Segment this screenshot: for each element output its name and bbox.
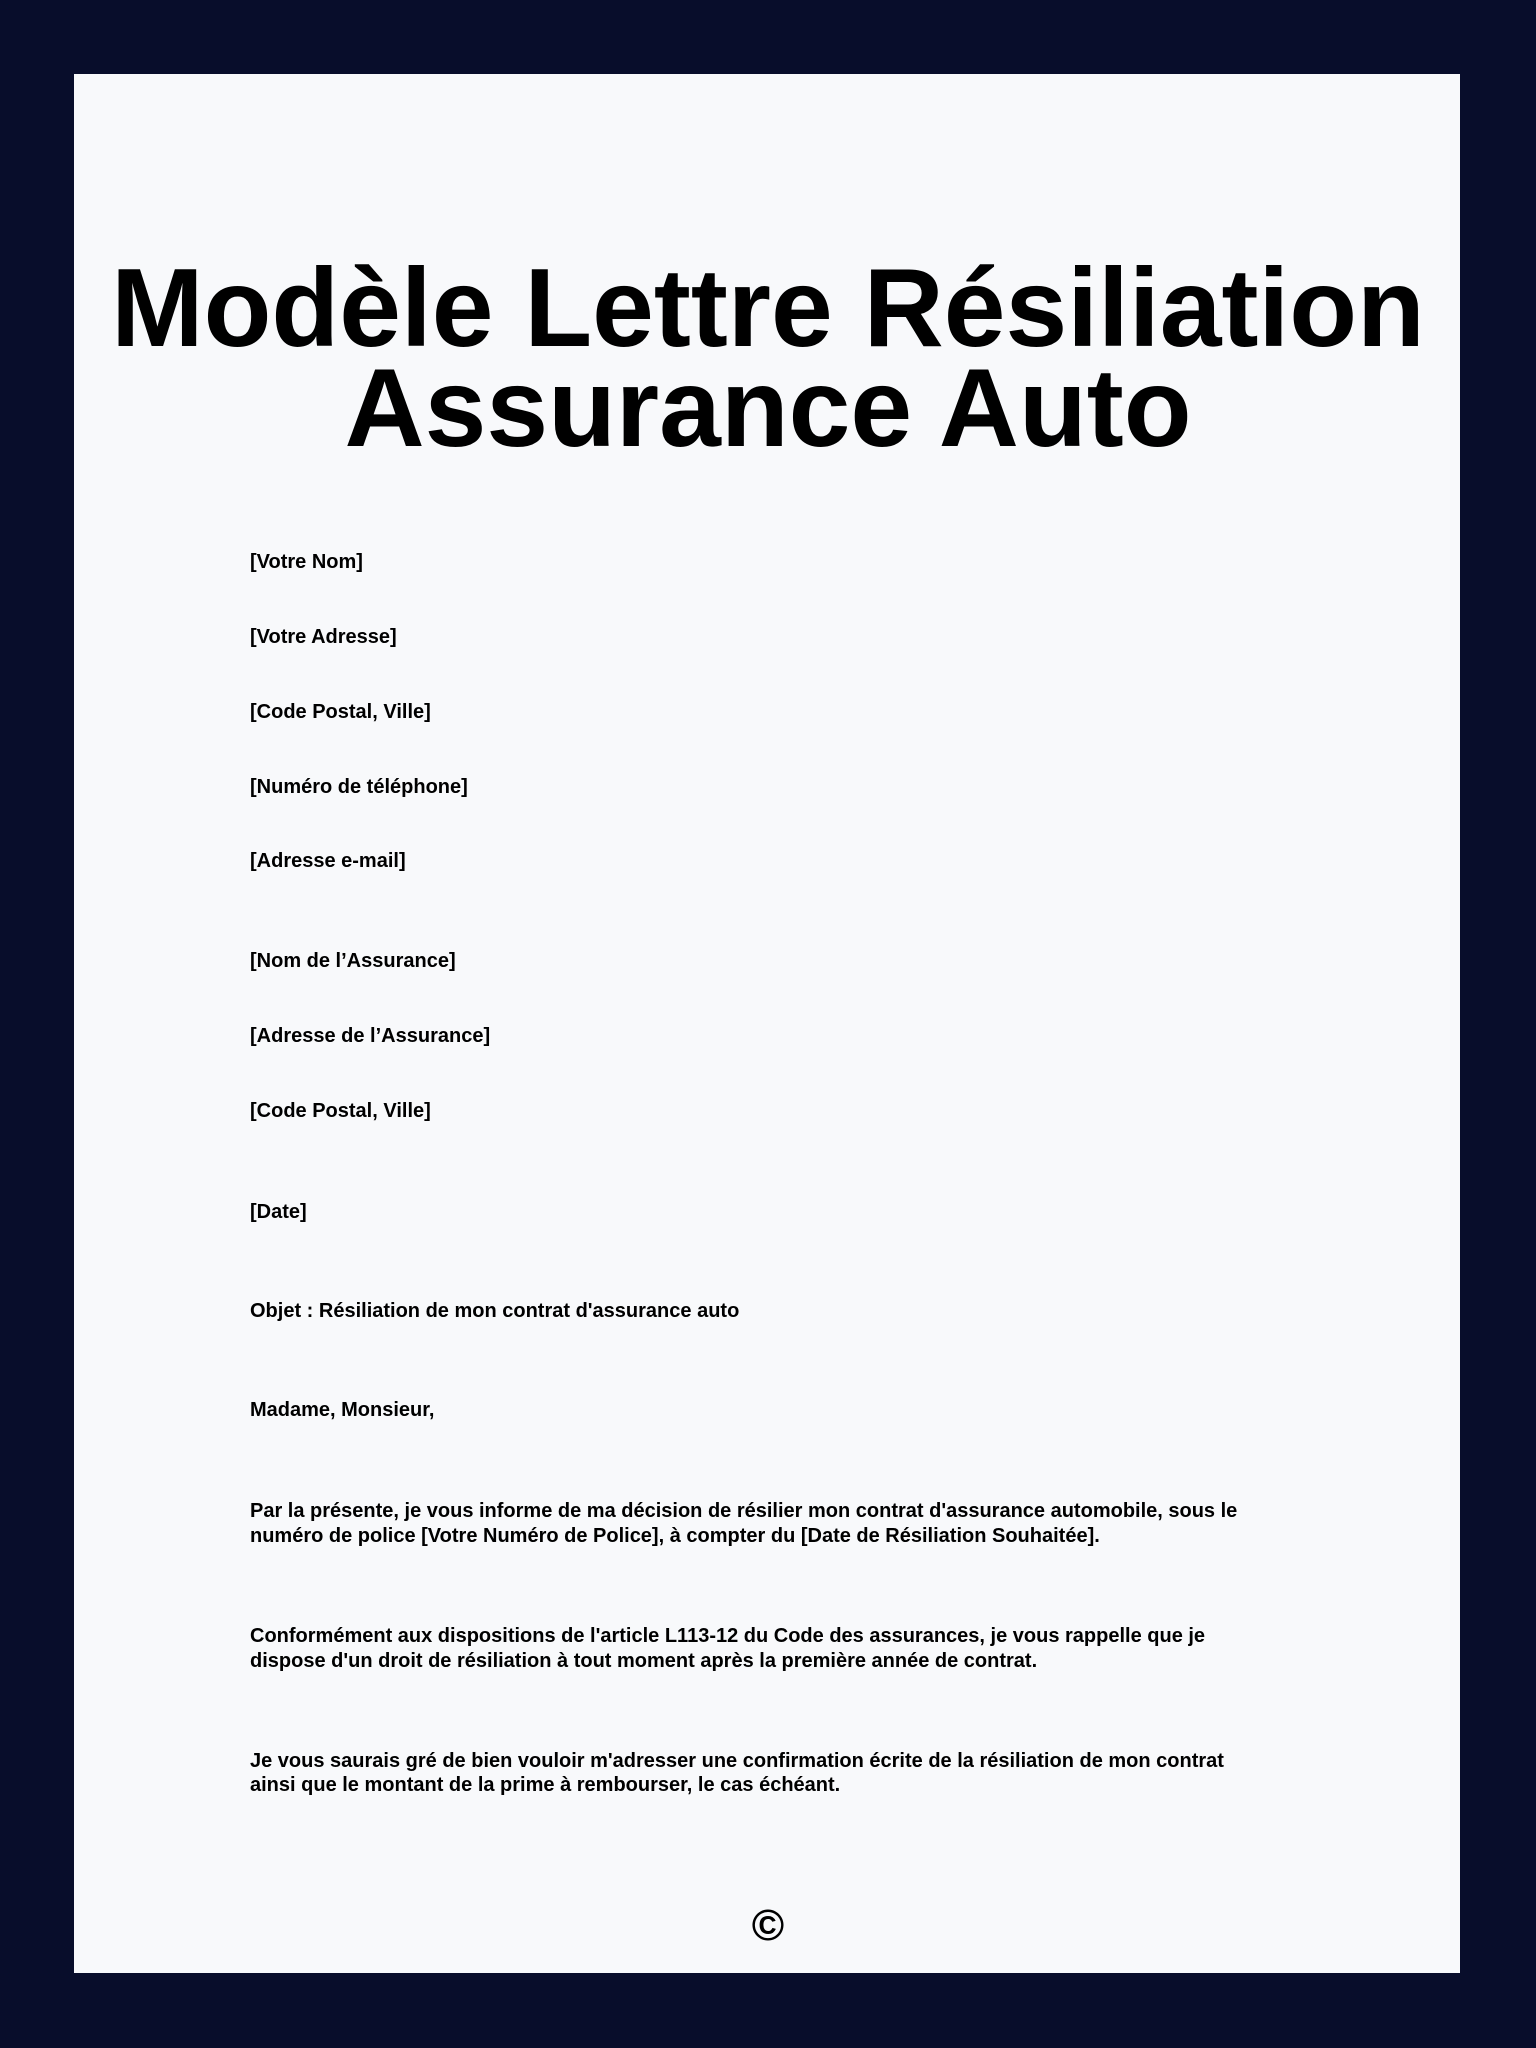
title-line-1: Modèle Lettre Résiliation bbox=[111, 246, 1425, 370]
paragraph-3-line-1: Je vous saurais gré de bien vouloir m'adresser une confirmation écrite de la résiliation de mon contrat bbox=[250, 1750, 1224, 1772]
recipient-postal-city: [Code Postal, Ville] bbox=[250, 1100, 431, 1122]
sender-name: [Votre Nom] bbox=[250, 551, 363, 573]
sender-email: [Adresse e-mail] bbox=[250, 850, 406, 872]
page-title bbox=[0, 246, 1536, 470]
paragraph-2-line-2: dispose d'un droit de résiliation à tout moment après la première année de contrat. bbox=[250, 1650, 1038, 1672]
paragraph-1-line-2: numéro de police [Votre Numéro de Police], à compter du [Date de Résiliation Souhaitée]. bbox=[250, 1525, 1100, 1547]
letter-date: [Date] bbox=[250, 1201, 307, 1223]
letter-subject: Objet : Résiliation de mon contrat d'assurance auto bbox=[250, 1300, 740, 1322]
title-line-2: Assurance Auto bbox=[344, 346, 1192, 470]
recipient-address: [Adresse de l’Assurance] bbox=[250, 1025, 491, 1047]
sender-address: [Votre Adresse] bbox=[250, 626, 397, 648]
paragraph-3-line-2: ainsi que le montant de la prime à rembourser, le cas échéant. bbox=[250, 1774, 841, 1796]
paragraph-2-line-1: Conformément aux dispositions de l'article L113-12 du Code des assurances, je vous rappelle que je bbox=[250, 1625, 1206, 1647]
copyright-icon: © bbox=[751, 1901, 785, 1950]
paragraph-1-line-1: Par la présente, je vous informe de ma décision de résilier mon contrat d'assurance automobile, sous le bbox=[250, 1500, 1238, 1522]
sender-postal-city: [Code Postal, Ville] bbox=[250, 701, 431, 723]
salutation: Madame, Monsieur, bbox=[250, 1399, 435, 1421]
sender-phone: [Numéro de téléphone] bbox=[250, 776, 468, 798]
recipient-name: [Nom de l’Assurance] bbox=[250, 950, 456, 972]
